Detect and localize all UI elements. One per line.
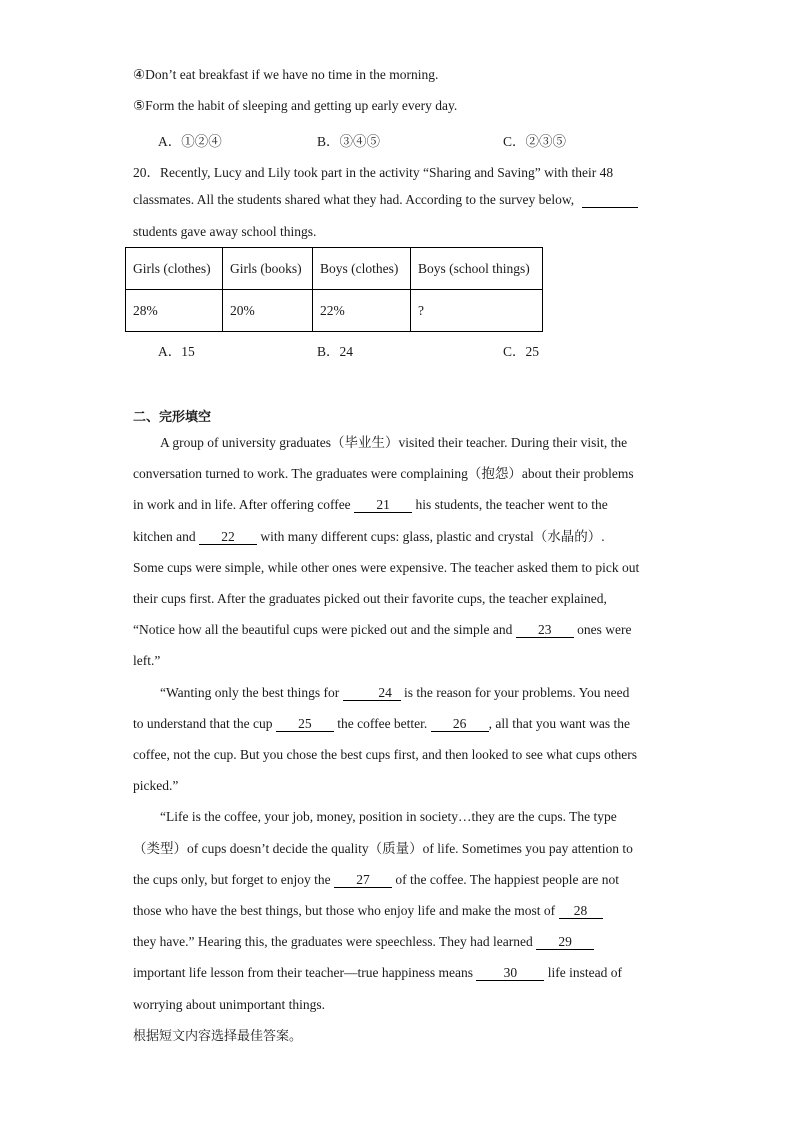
blank-30[interactable]: 30 <box>476 966 544 981</box>
passage-line: “Life is the coffee, your job, money, position in society…they are the cups. The type <box>160 809 617 825</box>
passage-text: to understand that the cup <box>133 715 273 731</box>
q20-stem-line-1: 20．Recently, Lucy and Lily took part in the activity “Sharing and Saving” with their 48 <box>133 165 614 180</box>
passage-line <box>133 864 661 895</box>
passage-text: the coffee better. <box>337 715 428 731</box>
header-girls-books: Girls (books) <box>223 248 313 290</box>
table-row <box>126 290 543 332</box>
passage-line <box>133 677 661 708</box>
passage-text: “Wanting only the best things for <box>160 684 340 700</box>
passage-line: conversation turned to work. The graduates were complaining（抱怨）about their problems <box>133 466 634 482</box>
value-girls-books: 20% <box>223 290 313 332</box>
blank-25[interactable]: 25 <box>276 717 334 732</box>
blank-24[interactable]: 24 <box>343 686 401 701</box>
passage-line: coffee, not the cup. But you chose the best cups first, and then looked to see what cups others <box>133 747 638 763</box>
passage-text: , all that you want was the <box>488 715 631 731</box>
passage-text: ones were <box>577 622 632 638</box>
blank-28[interactable]: 28 <box>559 904 603 919</box>
passage-text: the cups only, but forget to enjoy the <box>133 871 331 887</box>
value-boys-school-things: ? <box>411 290 543 332</box>
passage-line <box>133 521 661 552</box>
blank-21[interactable]: 21 <box>354 498 412 513</box>
section-heading: 二、完形填空 <box>133 410 212 425</box>
passage-line: A group of university graduates（毕业生）visited their teacher. During their visit, the <box>160 435 628 450</box>
passage-line: worrying about unimportant things. <box>133 996 325 1012</box>
instruction-text: 根据短文内容选择最佳答案。 <box>133 1029 303 1044</box>
passage-line <box>133 614 661 645</box>
q20-option-a[interactable]: A．15 <box>158 344 195 359</box>
passage-text: his students, the teacher went to the <box>415 497 608 513</box>
blank-22[interactable]: 22 <box>199 530 257 545</box>
q20-stem-text: classmates. All the students shared what they had. According to the survey below, <box>133 192 575 207</box>
passage-text: life instead of <box>547 965 623 981</box>
header-boys-school-things: Boys (school things) <box>411 248 543 290</box>
table-header-row <box>126 248 543 290</box>
q20-option-b[interactable]: B．24 <box>317 344 354 359</box>
value-girls-clothes: 28% <box>126 290 223 332</box>
blank-27[interactable]: 27 <box>334 873 392 888</box>
passage-text: with many different cups: glass, plastic and crystal（水晶的）. <box>260 528 605 544</box>
q19-option-b[interactable]: B．③④⑤ <box>317 134 381 149</box>
passage-text: of the coffee. The happiest people are not <box>395 871 620 887</box>
q19-option-a[interactable]: A．①②④ <box>158 134 222 149</box>
passage-text: in work and in life. After offering coffee <box>133 497 351 513</box>
cloze-passage <box>133 427 661 1020</box>
header-boys-clothes: Boys (clothes) <box>313 248 411 290</box>
q20-answer-blank[interactable] <box>582 193 638 208</box>
blank-29[interactable]: 29 <box>536 935 594 950</box>
passage-text: important life lesson from their teacher—true happiness means <box>133 965 474 981</box>
q19-option-c[interactable]: C．②③⑤ <box>503 134 567 149</box>
passage-text: is the reason for your problems. You need <box>404 684 630 700</box>
q19-statement-4: ④Don’t eat breakfast if we have no time in the morning. <box>133 67 439 82</box>
q20-option-c[interactable]: C．25 <box>503 344 540 359</box>
passage-line: their cups first. After the graduates picked out their favorite cups, the teacher explained, <box>133 591 607 607</box>
blank-23[interactable]: 23 <box>516 623 574 638</box>
q19-statement-5: ⑤Form the habit of sleeping and getting up early every day. <box>133 98 458 113</box>
survey-table <box>125 247 543 332</box>
passage-line: left.” <box>133 653 161 669</box>
value-boys-clothes: 22% <box>313 290 411 332</box>
passage-text: those who have the best things, but those who enjoy life and make the most of <box>133 903 556 919</box>
passage-line <box>133 489 661 520</box>
passage-text: “Notice how all the beautiful cups were picked out and the simple and <box>133 622 513 638</box>
passage-line: picked.” <box>133 778 179 794</box>
blank-26[interactable]: 26 <box>431 717 489 732</box>
passage-line <box>133 895 661 926</box>
header-girls-clothes: Girls (clothes) <box>126 248 223 290</box>
passage-line: （类型）of cups doesn’t decide the quality（质量）of life. Sometimes you pay attention to <box>133 840 633 856</box>
passage-text: kitchen and <box>133 528 196 544</box>
q20-stem-line-2 <box>133 192 638 208</box>
passage-line <box>133 957 661 988</box>
passage-line <box>133 926 661 957</box>
passage-line: Some cups were simple, while other ones were expensive. The teacher asked them to pick out <box>133 559 640 575</box>
passage-text: they have.” Hearing this, the graduates were speechless. They had learned <box>133 934 533 950</box>
q20-stem-line-3: students gave away school things. <box>133 224 317 239</box>
passage-line <box>133 708 661 739</box>
